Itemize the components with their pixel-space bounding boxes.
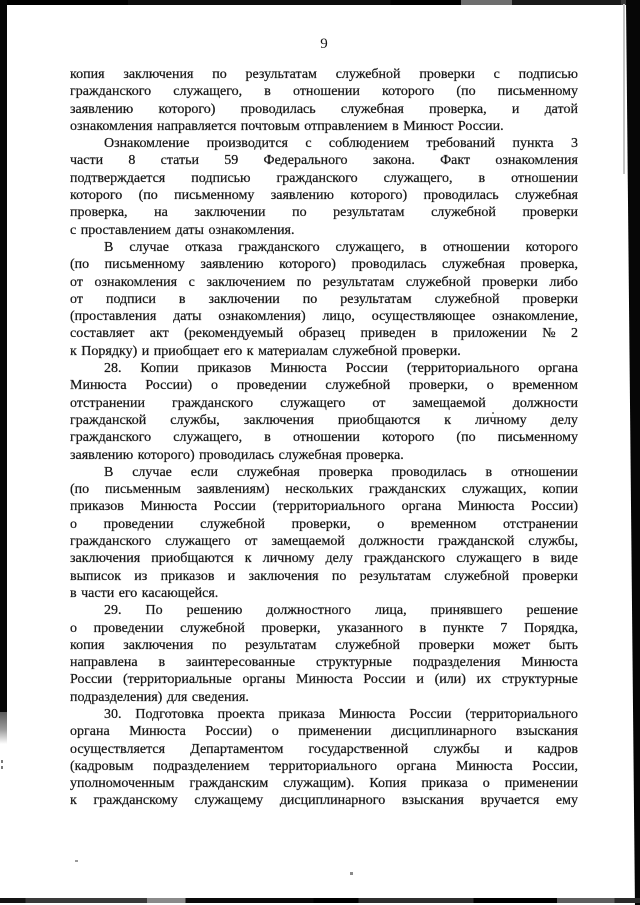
text-line: выписок из приказов и заключения по результатам служебной проверки bbox=[70, 568, 578, 584]
scan-artifact bbox=[1, 766, 3, 769]
text-line: заявлению которого) проводилась служебная проверка, и датой bbox=[70, 101, 578, 117]
text-line: заявлению которого) проводилась служебная проверка. bbox=[70, 447, 404, 463]
text-line: от ознакомления с заключением по результатам служебной проверки либо bbox=[70, 274, 578, 290]
text-line: 29. По решению должностного лица, принявшего решение bbox=[104, 603, 578, 619]
text-line: (проставления даты ознакомления) лицо, осуществляющее ознакомление, bbox=[70, 309, 578, 325]
text-line: направлена в заинтересованные структурные подразделения Минюста bbox=[70, 655, 578, 671]
scan-edge-shadow bbox=[623, 4, 625, 174]
scan-border-left bbox=[0, 0, 7, 712]
text-line: 28. Копии приказов Минюста России (территориального органа bbox=[104, 361, 578, 377]
text-line: проверка, на заключении по результатам служебной проверки bbox=[70, 205, 578, 221]
paragraph bbox=[70, 464, 578, 602]
text-line: о проведении служебной проверки, о временном отстранении bbox=[70, 516, 578, 532]
scan-artifact bbox=[75, 860, 78, 862]
scan-artifact bbox=[350, 872, 353, 875]
scan-artifact bbox=[1, 760, 3, 763]
text-line: заключения приобщаются к личному делу гражданского служащего в виде bbox=[70, 551, 578, 567]
paragraph bbox=[70, 706, 578, 810]
text-line: в части его касающейся. bbox=[70, 585, 219, 601]
text-line: органа Минюста России) о применении дисциплинарного взыскания bbox=[70, 724, 578, 740]
text-line: гражданского служащего от замещаемой должности гражданской службы, bbox=[70, 534, 578, 550]
text-line: (кадровым подразделением территориального органа Минюста России, bbox=[70, 758, 578, 774]
text-line: В случае если служебная проверка проводилась в отношении bbox=[104, 464, 578, 480]
text-line: которого (по письменному заявлению которого) проводилась служебная bbox=[70, 188, 578, 204]
paragraph bbox=[70, 239, 578, 360]
scan-border-bottom bbox=[0, 898, 640, 903]
text-line: гражданского служащего, в отношении которого (по письменному bbox=[70, 430, 578, 446]
text-line: гражданского служащего, в отношении которого (по письменному bbox=[70, 84, 578, 100]
text-line: гражданской службы, заключения приобщаются к личному делу bbox=[70, 412, 578, 428]
text-line: копия заключения по результатам служебной проверки с подписью bbox=[70, 67, 578, 82]
scan-border-left-fade bbox=[0, 712, 7, 744]
text-line: составляет акт (рекомендуемый образец приведен в приложении № 2 bbox=[70, 326, 578, 342]
paragraph bbox=[70, 135, 578, 239]
paragraph bbox=[70, 360, 578, 464]
text-line: к гражданскому служащему дисциплинарного взыскания вручается ему bbox=[70, 793, 578, 809]
text-line: подтверждается подписью гражданского служащего, в отношении bbox=[70, 170, 578, 186]
scan-border-top bbox=[0, 0, 640, 5]
text-line: подразделения) для сведения. bbox=[70, 689, 249, 705]
text-line: (по письменному заявлению которого) проводилась служебная проверка, bbox=[70, 257, 578, 273]
text-line: к Порядку) и приобщает его к материалам служебной проверки. bbox=[70, 343, 461, 359]
text-line: (по письменным заявлениям) нескольких гражданских служащих, копии bbox=[70, 482, 578, 498]
text-line: Минюста России) о проведении служебной проверки, о временном bbox=[70, 378, 578, 394]
text-line: копия заключения по результатам служебной проверки может быть bbox=[70, 637, 578, 653]
text-line: уполномоченным гражданским служащим). Копия приказа о применении bbox=[70, 776, 578, 792]
text-line: части 8 статьи 59 Федерального закона. Факт ознакомления bbox=[70, 153, 578, 169]
text-line: отстранении гражданского служащего от замещаемой должности bbox=[70, 395, 578, 411]
paragraph bbox=[70, 602, 578, 706]
text-line: от подписи в заключении по результатам служебной проверки bbox=[70, 291, 578, 307]
text-line: ознакомления направляется почтовым отправлением в Минюст России. bbox=[70, 118, 504, 134]
document-body bbox=[70, 66, 578, 810]
text-line: с проставлением даты ознакомления. bbox=[70, 222, 295, 238]
text-line: осуществляется Департаментом государственной службы и кадров bbox=[70, 741, 578, 757]
scan-border-right bbox=[626, 0, 640, 905]
text-line: России (территориальные органы Минюста России и (или) их структурные bbox=[70, 672, 578, 688]
paragraph bbox=[70, 66, 578, 135]
text-line: приказов Минюста России (территориального органа Минюста России) bbox=[70, 499, 578, 515]
text-line: В случае отказа гражданского служащего, в отношении которого bbox=[104, 239, 578, 255]
text-line: о проведении служебной проверки, указанного в пункте 7 Порядка, bbox=[70, 620, 578, 636]
page-number: 9 bbox=[320, 36, 328, 52]
text-line: 30. Подготовка проекта приказа Минюста России (территориального bbox=[104, 706, 578, 722]
text-line: Ознакомление производится с соблюдением требований пункта 3 bbox=[104, 136, 578, 152]
